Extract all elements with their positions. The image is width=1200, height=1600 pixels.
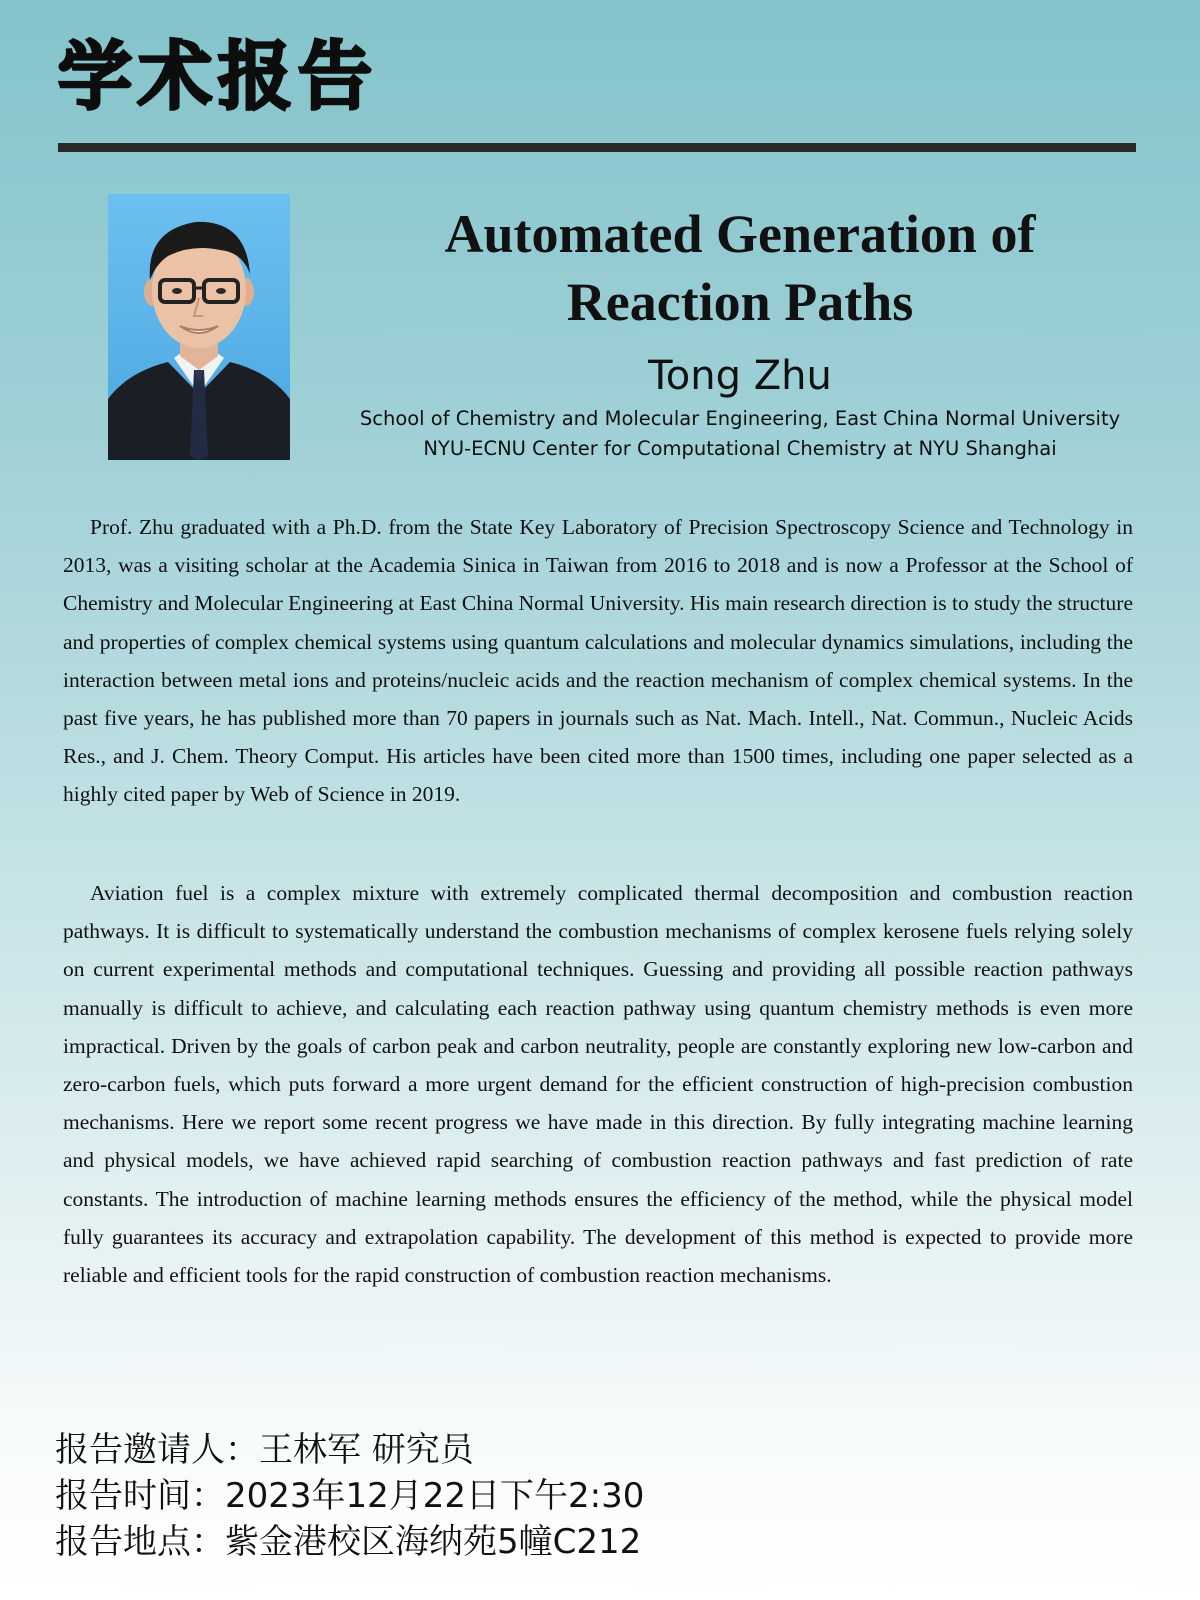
time-info: 报告时间：2023年12月22日下午2:30 xyxy=(55,1476,645,1516)
speaker-portrait-svg xyxy=(108,194,290,460)
header-divider xyxy=(58,143,1136,152)
location-info: 报告地点：紫金港校区海纳苑5幢C212 xyxy=(55,1522,642,1562)
talk-title xyxy=(320,200,1160,336)
talk-abstract: Aviation fuel is a complex mixture with extremely complicated thermal decomposition and combustion reaction pathways. It is difficult to systematically understand the combustion mechanisms of complex kerosene fuels relying solely on current experimental methods and computational techniques. Guessing and providing all possible reaction pathways manually is difficult to achieve, and calculating each reaction pathway using quantum chemistry methods is even more impractical. Driven by the goals of carbon peak and carbon neutrality, people are constantly exploring new low-carbon and zero-carbon fuels, which puts forward a more urgent demand for the efficient construction of high-precision combustion mechanisms. Here we report some recent progress we have made in this direction. By fully integrating machine learning and physical models, we have achieved rapid searching of combustion reaction pathways and fast prediction of rate constants. The introduction of machine learning methods ensures the efficiency of the method, while the physical model fully guarantees its accuracy and extrapolation capability. The development of this method is expected to provide more reliable and efficient tools for the rapid construction of combustion reaction mechanisms. xyxy=(63,881,1133,1288)
speaker-portrait xyxy=(108,194,290,460)
poster-heading: 学术报告 xyxy=(58,34,378,120)
speaker-name: Tong Zhu xyxy=(648,353,832,399)
affiliation-ecnu: School of Chemistry and Molecular Engineering, East China Normal University xyxy=(359,407,1121,430)
affiliation-nyu-shanghai: NYU-ECNU Center for Computational Chemistry at NYU Shanghai xyxy=(423,437,1057,460)
host-info: 报告邀请人：王林军 研究员 xyxy=(55,1430,474,1470)
talk-title-line-1: Automated Generation of xyxy=(444,204,1036,264)
talk-title-line-2: Reaction Paths xyxy=(566,272,914,332)
speaker-biography: Prof. Zhu graduated with a Ph.D. from the State Key Laboratory of Precision Spectroscopy Science and Technology in 2013, was a visiting scholar at the Academia Sinica in Taiwan from 2016 to 2018 and is now a Professor at the School of Chemistry and Molecular Engineering at East China Normal University. His main research direction is to study the structure and properties of complex chemical systems using quantum calculations and molecular dynamics simulations, including the interaction between metal ions and proteins/nucleic acids and the reaction mechanism of complex chemical systems. In the past five years, he has published more than 70 papers in journals such as Nat. Mach. Intell., Nat. Commun., Nucleic Acids Res., and J. Chem. Theory Comput. His articles have been cited more than 1500 times, including one paper selected as a highly cited paper by Web of Science in 2019. xyxy=(63,515,1133,807)
